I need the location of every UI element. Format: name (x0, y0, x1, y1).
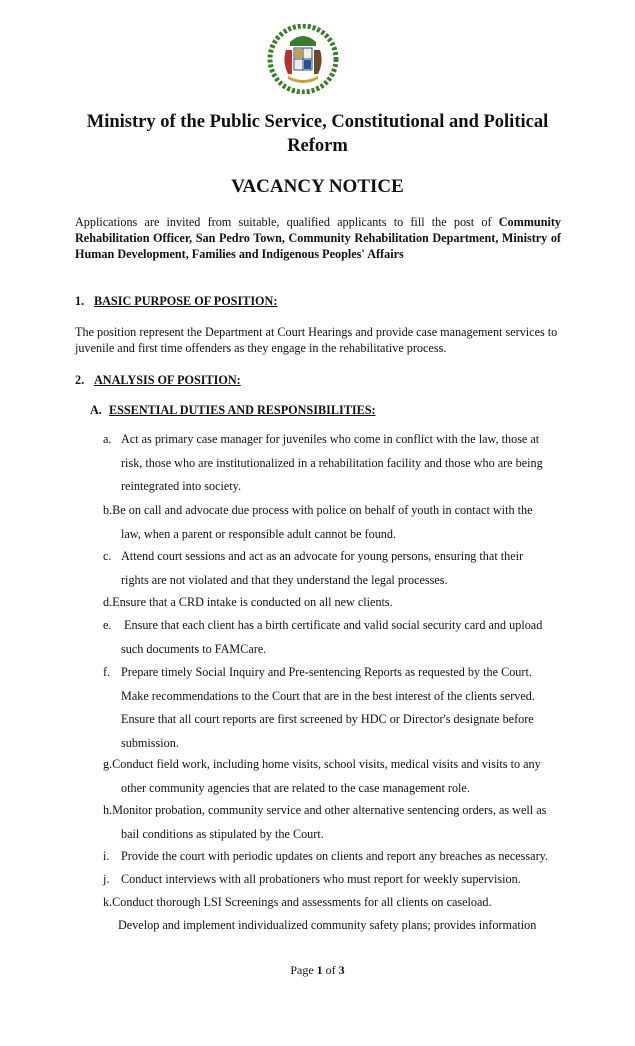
current-page-number: 1 (316, 963, 323, 977)
duty-text: Attend court sessions and act as an advocate for young persons, ensuring that their (121, 549, 524, 563)
intro-lead-text: Applications are invited from suitable, qualified applicants to fill the post of (75, 215, 492, 229)
duty-item-c (103, 545, 563, 592)
duty-label: d. (103, 595, 113, 609)
duty-text: Prepare timely Social Inquiry and Pre-sentencing Reports as requested by the Court. (121, 665, 532, 679)
duty-text: Provide the court with periodic updates on clients and report any breaches as necessary. (121, 849, 548, 863)
ministry-title: Ministry of the Public Service, Constitutional and Political Reform (86, 112, 549, 156)
duty-continuation: law, when a parent or responsible adult cannot be found. (121, 526, 397, 541)
duty-continuation: bail conditions as stipulated by the Court. (121, 826, 324, 841)
total-pages-number: 3 (338, 963, 345, 977)
duty-text: Be on call and advocate due process with police on behalf of youth in contact with the (112, 503, 533, 517)
duty-item-e (103, 614, 563, 661)
duty-label: e. (103, 618, 112, 632)
section-1-heading (75, 294, 277, 309)
duty-label: c. (103, 549, 112, 563)
duty-label: j. (103, 872, 110, 886)
vacancy-notice-heading: VACANCY NOTICE (231, 176, 404, 197)
duty-label: a. (103, 432, 112, 446)
duty-item-d (103, 591, 563, 615)
duty-continuation: such documents to FAMCare. (121, 641, 267, 656)
duty-item-f (103, 661, 563, 755)
section-1-number: 1. (75, 294, 85, 308)
duty-item-j (103, 868, 563, 892)
duty-text: Act as primary case manager for juveniles who come in conflict with the law, those at (121, 432, 540, 446)
duty-text: Ensure that a CRD intake is conducted on all new clients. (112, 595, 393, 609)
duty-item-h (103, 799, 563, 846)
duty-item-k (103, 891, 563, 915)
duty-item-b (103, 499, 563, 546)
duty-label: i. (103, 849, 110, 863)
duty-continuation: other community agencies that are related to the case management role. (121, 780, 470, 795)
intro-post-title: Community Rehabilitation Officer, San Pedro Town, Community Rehabilitation Department, Ministry of Human Development, Families and Indigenous Peoples' Affairs (75, 215, 562, 261)
duty-item-g (103, 753, 563, 800)
subsection-a-heading (90, 403, 376, 418)
duty-text: Conduct thorough LSI Screenings and assessments for all clients on caseload. (112, 895, 492, 909)
section-1-title: BASIC PURPOSE OF POSITION: (94, 294, 278, 308)
duty-label: k. (103, 895, 113, 909)
duty-text: Monitor probation, community service and other alternative sentencing orders, as well as (112, 803, 547, 817)
of-word: of (325, 963, 336, 977)
duty-label: g. (103, 757, 113, 771)
duty-text: Conduct field work, including home visits, school visits, medical visits and visits to any (112, 757, 541, 771)
subsection-a-title: ESSENTIAL DUTIES AND RESPONSIBILITIES: (109, 403, 376, 417)
intro-paragraph (75, 214, 561, 262)
duty-continuation: Make recommendations to the Court that are in the best interest of the clients served. Ensure that all court reports are first screened by HDC or Director's designate before submission. (121, 688, 535, 750)
page-footer (0, 963, 635, 978)
trailing-duty-text: Develop and implement individualized community safety plans; provides information (118, 918, 537, 932)
duty-text: Conduct interviews with all probationers who must report for weekly supervision. (121, 872, 521, 886)
section-2-title: ANALYSIS OF POSITION: (94, 373, 241, 387)
duty-item-i (103, 845, 563, 869)
duty-label: h. (103, 803, 113, 817)
section-1-body: The position represent the Department at Court Hearings and provide case management services to juvenile and first time offenders as they engage in the rehabilitative process. (75, 325, 558, 355)
duty-continuation: risk, those who are institutionalized in a rehabilitation facility and those who are being reintegrated into society. (121, 455, 543, 493)
page-word: Page (290, 963, 314, 977)
duty-continuation: rights are not violated and that they understand the legal processes. (121, 572, 448, 587)
duty-label: f. (103, 665, 111, 679)
subsection-a-number: A. (90, 403, 102, 417)
belize-coat-of-arms-icon (264, 24, 342, 94)
duty-item-a (103, 428, 563, 499)
duty-label: b. (103, 503, 113, 517)
section-2-heading (75, 373, 241, 388)
section-2-number: 2. (75, 373, 85, 387)
duty-text: Ensure that each client has a birth certificate and valid social security card and upload (121, 618, 543, 632)
